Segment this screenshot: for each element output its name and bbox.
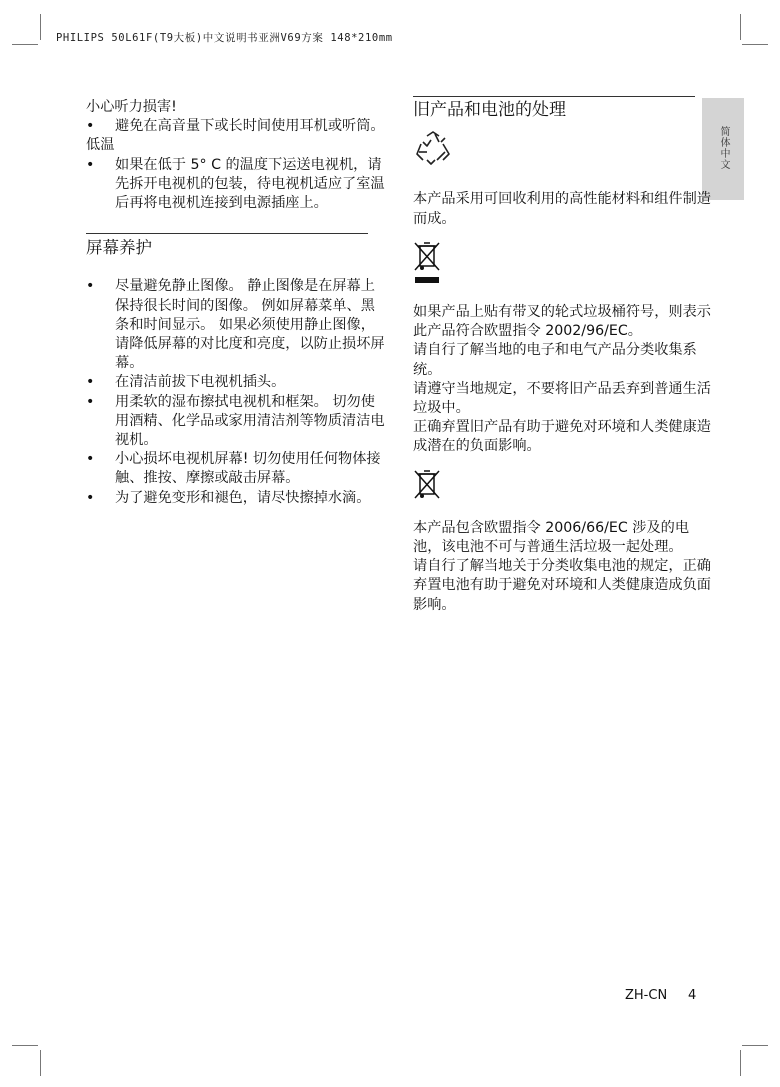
weee-rules-text: 请遵守当地规定，不要将旧产品丢弃到普通生活垃圾中。	[413, 380, 711, 417]
weee-text: 如果产品上贴有带叉的轮式垃圾桶符号，则表示此产品符合欧盟指令 2002/96/EC。	[413, 304, 711, 340]
list-item: • 小心损坏电视机屏幕! 切勿使用任何物体接触、推按、摩擦或敲击屏幕。	[86, 451, 381, 487]
weee-collection-text: 请自行了解当地的电子和电气产品分类收集系统。	[413, 342, 697, 378]
bullet: •	[86, 118, 95, 135]
bullet: •	[86, 451, 95, 468]
battery-rules-text: 请自行了解当地关于分类收集电池的规定，正确弃置电池有助于避免对环境和人类健康造成负面影响。	[413, 558, 711, 613]
left-column	[86, 98, 386, 508]
bullet: •	[86, 393, 95, 410]
low-temp-heading: 低温	[86, 137, 115, 154]
language-code: ZH-CN	[625, 988, 668, 1003]
list-item: • 在清洁前拔下电视机插头。	[86, 373, 386, 392]
page-number: 4	[688, 988, 697, 1003]
list-item: • 避免在高音量下或长时间使用耳机或听筒。	[86, 117, 386, 136]
bullet: •	[86, 156, 95, 173]
disposal-title: 旧产品和电池的处理	[413, 100, 566, 120]
language-label: 简体中文	[718, 126, 729, 170]
crop-mark	[740, 1050, 741, 1076]
list-item: • 用柔软的湿布擦拭电视机和框架。 切勿使用酒精、化学品或家用清洁剂等物质清洁电视机。	[86, 393, 385, 449]
list-item: • 尽量避免静止图像。 静止图像是在屏幕上保持很长时间的图像。 例如屏幕菜单、黑条和时间显示。 如果必须使用静止图像，请降低屏幕的对比度和亮度，以防止损坏屏幕。	[86, 278, 385, 372]
right-column	[413, 96, 713, 615]
hearing-list	[86, 117, 386, 136]
bullet: •	[86, 374, 95, 391]
screen-care-title: 屏幕养护	[86, 238, 152, 258]
crop-mark	[40, 1050, 41, 1076]
crop-mark	[740, 14, 741, 40]
crop-mark	[12, 1045, 38, 1046]
crop-mark	[742, 44, 768, 45]
bullet: •	[86, 278, 95, 295]
recycle-text: 本产品采用可回收利用的高性能材料和组件制造而成。	[413, 191, 711, 227]
bullet: •	[86, 489, 95, 506]
battery-text: 本产品包含欧盟指令 2006/66/EC 涉及的电池，该电池不可与普通生活垃圾一起处理。	[413, 519, 690, 556]
battery-bin-icon	[413, 467, 713, 509]
screen-care-list	[86, 277, 386, 507]
crop-mark	[12, 44, 38, 45]
document-header: PHILIPS 50L61F(T9大板)中文说明书亚洲V69方案 148*210mm	[56, 32, 393, 44]
weee-bin-icon	[413, 239, 713, 291]
weee-impact-text: 正确弃置旧产品有助于避免对环境和人类健康造成潜在的负面影响。	[413, 419, 711, 455]
list-item: • 为了避免变形和褪色，请尽快擦掉水滴。	[86, 489, 386, 508]
list-item: • 如果在低于 5° C 的温度下运送电视机，请先拆开电视机的包装，待电视机适应了室温后再将电视机连接到电源插座上。	[86, 156, 385, 212]
low-temp-list	[86, 156, 386, 214]
crop-mark	[742, 1045, 768, 1046]
recycle-icon	[413, 130, 713, 172]
hearing-heading: 小心听力损害!	[86, 99, 177, 115]
section-divider	[86, 233, 368, 234]
crop-mark	[40, 14, 41, 40]
section-divider	[413, 96, 695, 97]
